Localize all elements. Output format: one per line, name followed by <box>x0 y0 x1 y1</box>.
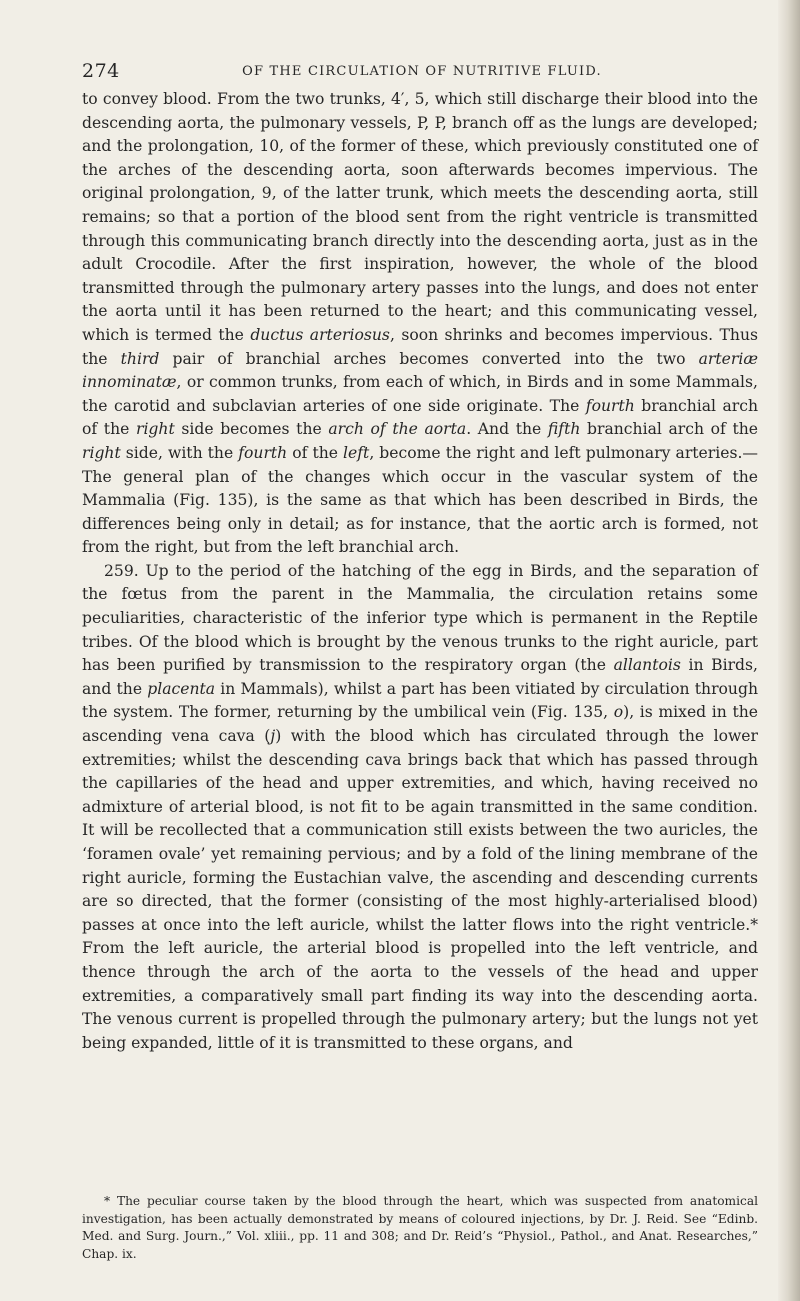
text-run: , or common trunks, from each of which, in Birds and in some Mammals, the carotid and subclavian arteries of one side originate. The <box>82 373 758 415</box>
body-text <box>82 88 758 1055</box>
italic-term: fifth <box>547 420 581 439</box>
italic-term: third <box>120 349 160 368</box>
page-edge-shadow <box>778 0 800 1301</box>
text-run: , become the right and left pulmonary arteries.—The general plan of the changes which occur in the vascular system of the Mammalia (Fig. 135), is the same as that which has been described in Birds, the differences being only in detail; as for instance, that the aortic arch is formed, not from the right, but from the left branchial arch. <box>82 443 759 557</box>
italic-term: left <box>343 443 370 462</box>
text-run: side, with the <box>120 443 239 462</box>
italic-term: j <box>270 727 276 746</box>
text-run: in Mammals), whilst a part has been vitiated by circulation through the system. The former, returning by the umbilical vein (Fig. 135, <box>82 679 758 722</box>
italic-term: arch of the aorta <box>328 420 467 439</box>
italic-term: fourth <box>585 396 635 415</box>
footnote <box>82 1193 758 1263</box>
text-run: branchial arch of the <box>82 396 759 439</box>
italic-term: arteriæ innominatæ <box>82 349 758 392</box>
text-run: side becomes the <box>174 420 329 439</box>
text-run: ) with the blood which has circulated through the lower extremities; whilst the descending cava brings back that which has passed through the capillaries of the head and upper extremities, and which, having received no admixture of arterial blood, is not fit to be again transmitted in the same condition. It will be recollected that a communication still exists between the two auricles, the ‘foramen ovale’ yet remaining pervious; and by a fold of the lining membrane of the right auricle, forming the Eustachian valve, the ascending and descending currents are so directed, that the former (consisting of the most highly-arterialised blood) passes at once into the left auricle, whilst the latter flows into the right ventricle.* From the left auricle, the arterial blood is propelled into the left ventricle, and thence through the arch of the aorta to the vessels of the head and upper extremities, a comparatively small part finding its way into the descending aorta. The venous current is propelled through the pulmonary artery; but the lungs not yet being expanded, little of it is transmitted to these organs, and <box>82 727 758 1052</box>
italic-term: right <box>135 420 175 439</box>
text-run: 259. Up to the period of the hatching of the egg in Birds, and the separation of the fœtus from the parent in the Mammalia, the circulation retains some peculiarities, characteristic of the inferior type which is permanent in the Reptile tribes. Of the blood which is brought by the venous trunks to the right auricle, part has been purified by transmission to the respiratory organ (the <box>82 561 758 675</box>
text-run: ), is mixed in the ascending vena cava ( <box>82 703 758 746</box>
running-title: OF THE CIRCULATION OF NUTRITIVE FLUID. <box>242 64 602 79</box>
paragraph-continuation <box>82 88 758 560</box>
italic-term: ductus arteriosus <box>250 325 390 344</box>
page-header <box>82 60 762 82</box>
italic-term: placenta <box>147 679 216 698</box>
text-run: in Birds, and the <box>82 656 758 698</box>
paragraph-section-259 <box>82 560 758 1055</box>
footnote-text: * The peculiar course taken by the blood through the heart, which was suspected from anatomical investigation, has been actually demonstrated by means of coloured injections, by Dr. J. Reid. See “Edinb. Med. and Surg. Journ.,” Vol. xliii., pp. 11 and 308; and Dr. Reid’s “Physiol., Pathol., and Anat. Researches,” Chap. ix. <box>82 1194 758 1261</box>
italic-term: fourth <box>238 443 288 462</box>
text-run: . And the <box>466 420 548 439</box>
text-run: to convey blood. From the two trunks, 4′, 5, which still discharge their blood into the descending aorta, the pulmonary vessels, P, P, branch off as the lungs are developed; and the prolongation, 10, of the former of these, which previously constituted one of the arches of the descending aorta, soon afterwards becomes impervious. The original prolongation, 9, of the latter trunk, which meets the descending aorta, still remains; so that a portion of the blood sent from the right ventricle is transmitted through this communicating branch directly into the descending aorta, just as in the adult Crocodile. After the first inspiration, however, the whole of the blood transmitted through the pulmonary artery passes into the lungs, and does not enter the aorta until it has been returned to the heart; and this communicating vessel, which is termed the <box>82 90 758 344</box>
italic-term: allantois <box>613 656 681 675</box>
italic-term: right <box>82 443 121 462</box>
italic-term: o <box>613 703 624 722</box>
text-run: , soon shrinks and becomes impervious. Thus the <box>82 325 758 368</box>
text-run: pair of branchial arches becomes converted into the two <box>159 349 699 368</box>
text-run: of the <box>287 443 344 462</box>
page-number: 274 <box>82 60 120 82</box>
text-run: branchial arch of the <box>580 420 758 439</box>
